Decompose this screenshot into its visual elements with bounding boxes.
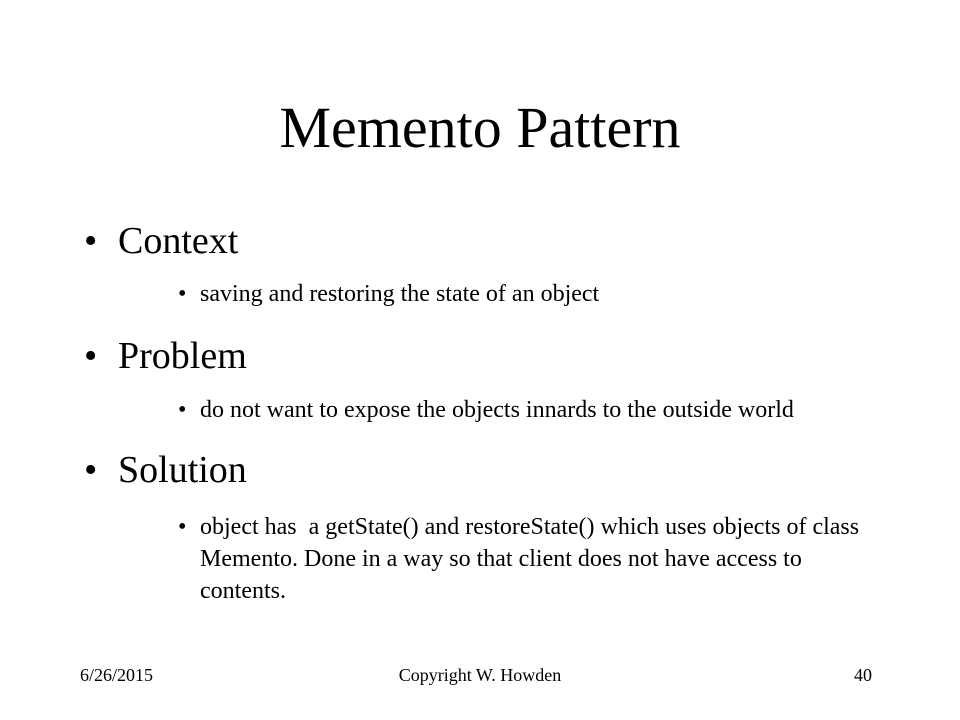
bullet-icon: •	[84, 335, 98, 377]
section-detail-text: object has a getState() and restoreState() which uses objects of class Memento. Done in a way so that client does not have access to contents.	[200, 514, 866, 604]
slide-title: Memento Pattern	[279, 95, 681, 160]
section-heading	[80, 329, 900, 383]
section-detail-text: saving and restoring the state of an object	[200, 281, 600, 307]
sub-bullet-icon: •	[178, 281, 187, 307]
section-detail	[178, 394, 880, 426]
sub-bullet-icon: •	[178, 397, 187, 423]
section-detail	[178, 511, 880, 607]
footer-page-number: 40	[854, 665, 872, 685]
bullet-icon: •	[84, 220, 98, 262]
footer-date: 6/26/2015	[80, 665, 154, 685]
section-heading	[80, 443, 900, 497]
section-solution	[80, 443, 900, 607]
section-heading	[80, 214, 900, 268]
section-heading-text: Problem	[118, 335, 247, 377]
sub-bullet-icon: •	[178, 514, 187, 540]
slide-body	[80, 214, 900, 607]
section-detail-text: do not want to expose the objects innards to the outside world	[200, 397, 794, 423]
section-detail	[178, 278, 880, 310]
bullet-icon: •	[84, 449, 98, 491]
section-heading-text: Solution	[118, 449, 247, 491]
section-context	[80, 214, 900, 310]
footer-copyright: Copyright W. Howden	[398, 665, 562, 685]
section-heading-text: Context	[118, 220, 239, 262]
section-problem	[80, 329, 900, 426]
